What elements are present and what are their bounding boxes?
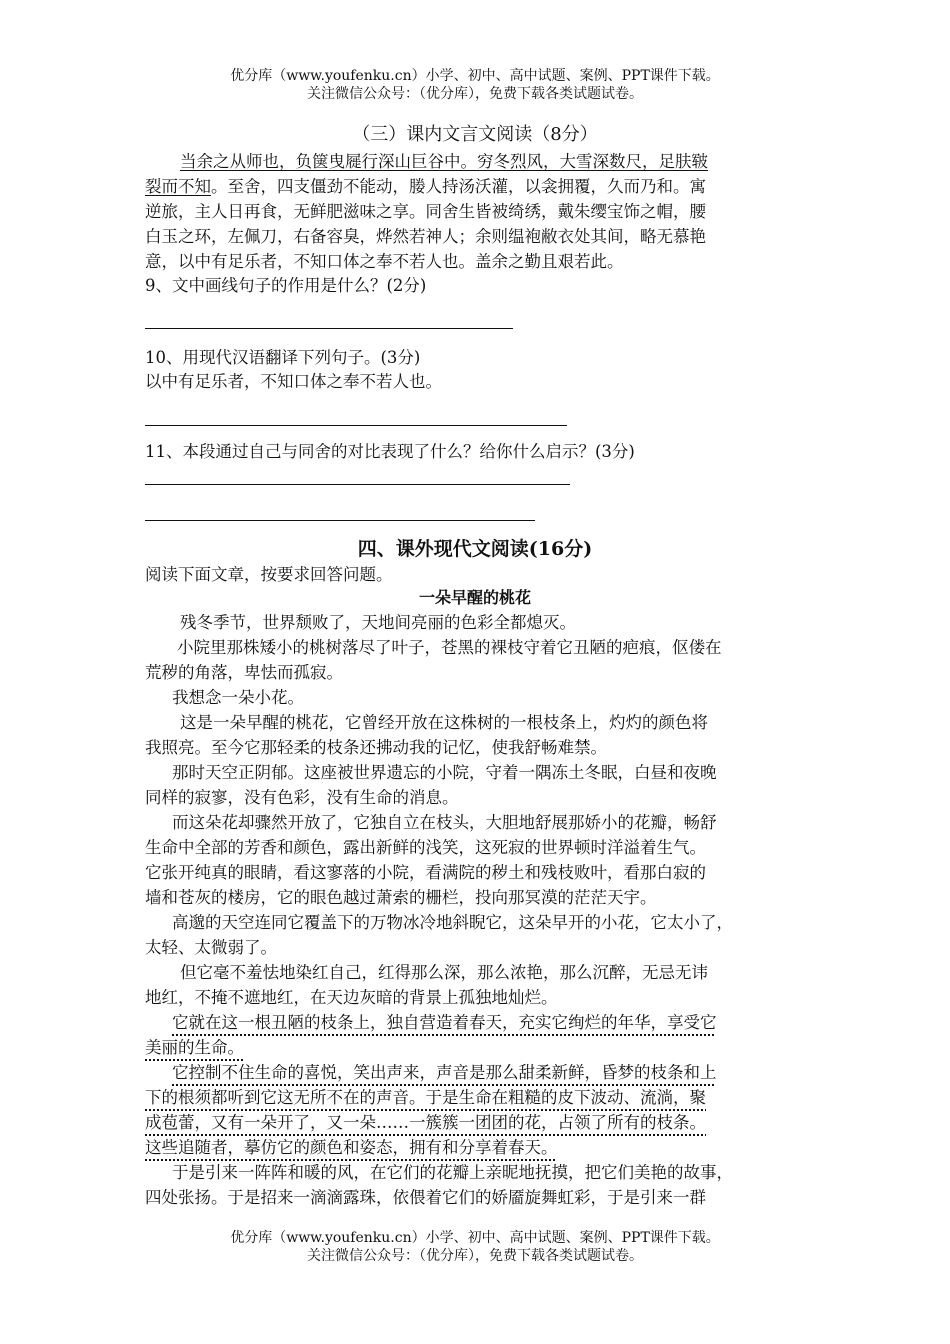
page-header-line1: 优分库（www.youfenku.cn）小学、初中、高中试题、案例、PPT课件下载。 xyxy=(230,68,720,84)
underlined-sentence-part1: 当余之从师也，负箧曳屣行深山巨谷中。穷冬烈风，大雪深数尺，足肤皲 xyxy=(180,152,708,171)
underlined-sentence-part2: 裂而不知 xyxy=(145,177,211,196)
article-line: 它张开纯真的眼睛，看这寥落的小院，看满院的秽土和残枝败叶，看那白寂的 xyxy=(145,863,706,882)
question-11: 11、本段通过自己与同舍的对比表现了什么？给你什么启示？(3分) xyxy=(145,442,635,461)
article-line: 于是引来一阵阵和暖的风，在它们的花瓣上亲昵地抚摸，把它们美艳的故事， xyxy=(172,1163,733,1182)
section3-title: （三）课内文言文阅读（8分） xyxy=(352,124,598,145)
article-line-emphasis: 它就在这一根丑陋的枝条上，独自营造着春天，充实它绚烂的年华，享受它 xyxy=(172,1013,717,1032)
question-9: 9、文中画线句子的作用是什么？(2分) xyxy=(145,276,427,295)
classical-text-line3: 逆旅，主人日再食，无鲜肥滋味之享。同舍生皆被绮绣，戴朱缨宝饰之帽，腰 xyxy=(145,202,706,221)
article-line: 我想念一朵小花。 xyxy=(172,688,304,707)
question-10: 10、用现代汉语翻译下列句子。(3分) xyxy=(145,348,421,367)
article-line: 生命中全部的芳香和颜色，露出新鲜的浅笑，这死寂的世界顿时洋溢着生气。 xyxy=(145,838,706,857)
article-line-emphasis: 下的根须都听到它这无所不在的声音。于是生命在粗糙的皮下波动、流淌，聚 xyxy=(145,1088,706,1107)
answer-line-q11b[interactable] xyxy=(145,520,535,521)
page-footer-line1: 优分库（www.youfenku.cn）小学、初中、高中试题、案例、PPT课件下载。 xyxy=(230,1230,720,1246)
section4-instruction: 阅读下面文章，按要求回答问题。 xyxy=(145,565,393,584)
article-line: 而这朵花却骤然开放了，它独自立在枝头，大胆地舒展那娇小的花瓣，畅舒 xyxy=(172,813,717,832)
article-line: 四处张扬。于是招来一滴滴露珠，依偎着它们的娇靥旋舞虹彩，于是引来一群 xyxy=(145,1188,706,1207)
article-line: 残冬季节，世界颓败了，天地间亮丽的色彩全都熄灭。 xyxy=(180,613,576,632)
page-footer-line2: 关注微信公众号：（优分库），免费下载各类试题试卷。 xyxy=(307,1248,643,1264)
classical-text-line1 xyxy=(180,150,708,174)
article-line: 同样的寂寥，没有色彩，没有生命的消息。 xyxy=(145,788,459,807)
answer-line-q10[interactable] xyxy=(145,425,567,426)
article-line: 墙和苍灰的楼房，它的眼色越过萧索的栅栏，投向那冥漠的茫茫天宇。 xyxy=(145,888,657,907)
article-line-emphasis: 美丽的生命。 xyxy=(145,1038,244,1057)
article-line-emphasis: 它控制不住生命的喜悦，笑出声来，声音是那么甜柔新鲜，昏梦的枝条和上 xyxy=(172,1063,717,1082)
section4-title: 四、课外现代文阅读(16分) xyxy=(357,538,593,560)
answer-line-q9[interactable] xyxy=(145,328,513,329)
answer-line-q11a[interactable] xyxy=(145,484,570,485)
article-title: 一朵早醒的桃花 xyxy=(418,588,531,607)
article-line: 太轻、太微弱了。 xyxy=(145,938,277,957)
classical-text-line2: 裂而不知。至舍，四支僵劲不能动，媵人持汤沃灌，以衾拥覆，久而乃和。寓 xyxy=(145,177,706,196)
classical-text-line5: 意，以中有足乐者，不知口体之奉不若人也。盖余之勤且艰若此。 xyxy=(145,252,624,271)
article-line: 我照亮。至今它那轻柔的枝条还拂动我的记忆，使我舒畅难禁。 xyxy=(145,738,607,757)
classical-text-line4: 白玉之环，左佩刀，右备容臭，烨然若神人；余则缊袍敝衣处其间，略无慕艳 xyxy=(145,227,706,246)
article-line: 高邈的天空连同它覆盖下的万物冰冷地斜睨它，这朵早开的小花，它太小了， xyxy=(172,913,733,932)
article-line: 那时天空正阴郁。这座被世界遗忘的小院，守着一隅冻土冬眠，白昼和夜晚 xyxy=(172,763,717,782)
article-line: 地红，不掩不遮地红，在天边灰暗的背景上孤独地灿烂。 xyxy=(145,988,558,1007)
article-line: 这是一朵早醒的桃花，它曾经开放在这株树的一根枝条上，灼灼的颜色将 xyxy=(180,713,708,732)
article-line: 但它毫不羞怯地染红自己，红得那么深，那么浓艳，那么沉醉，无忌无讳 xyxy=(180,963,708,982)
article-line: 荒秽的角落，卑怯而孤寂。 xyxy=(145,663,343,682)
page-header-line2: 关注微信公众号：（优分库），免费下载各类试题试卷。 xyxy=(307,86,643,102)
article-line-emphasis: 成苞蕾，又有一朵开了，又一朵……一簇簇一团团的花，占领了所有的枝条。 xyxy=(145,1113,706,1132)
question-10-sentence: 以中有足乐者，不知口体之奉不若人也。 xyxy=(145,372,442,391)
article-line: 小院里那株矮小的桃树落尽了叶子，苍黑的裸枝守着它丑陋的疤痕，伛偻在 xyxy=(177,638,722,657)
article-line-emphasis: 这些追随者，摹仿它的颜色和姿态，拥有和分享着春天。 xyxy=(145,1138,558,1157)
